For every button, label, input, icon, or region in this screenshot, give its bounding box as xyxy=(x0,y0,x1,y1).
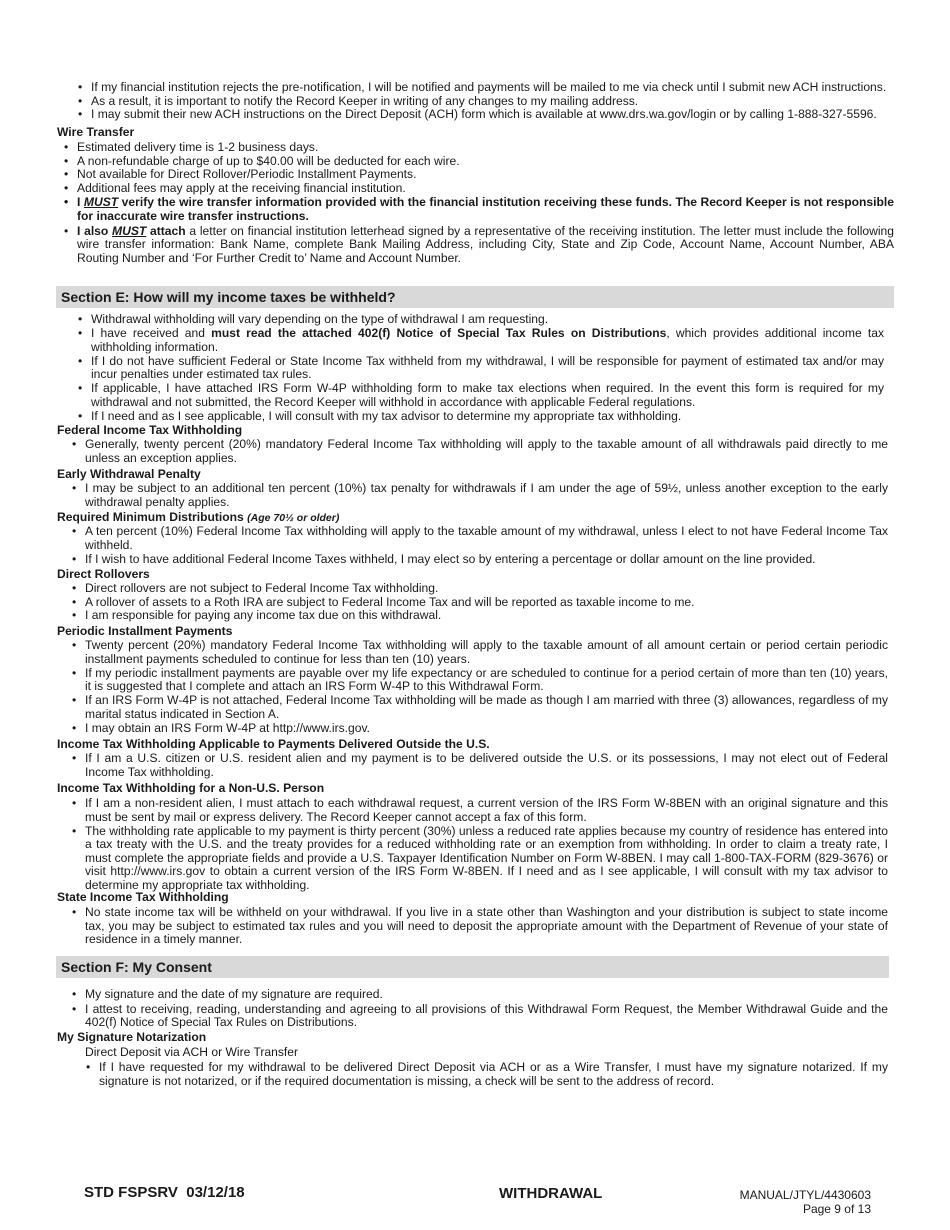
ach-bullet-3: • I may submit their new ACH instructions on the Direct Deposit (ACH) form which is available at www.drs.wa.gov/login or by calling 1-888-327-5596. xyxy=(91,108,894,122)
section-f-list xyxy=(85,988,888,1030)
wire-attach-bullet xyxy=(77,225,894,266)
section-e-bullet-2 xyxy=(91,327,884,354)
periodic-bullet-4: • I may obtain an IRS Form W-4P at http://www.irs.gov. xyxy=(85,722,888,736)
periodic-bullet-2: • If my periodic installment payments are payable over my life expectancy or are scheduled to continue for a period certain of more than ten (10) years, it is suggested that I complete and attach an IRS Form W-4P to this Withdrawal Form. xyxy=(85,667,888,694)
wire-verify-bullet xyxy=(77,196,894,223)
footer-form-id: STD FSPSRV 03/12/18 xyxy=(84,1184,245,1201)
section-e-bullet-3: • If I do not have sufficient Federal or State Income Tax withheld from my withdrawal, I will be responsible for payment of estimated tax and/or may incur penalties under estimated tax rules. xyxy=(91,355,884,382)
direct-rollovers-list xyxy=(85,582,888,623)
rmd-heading-text: Required Minimum Distributions xyxy=(57,510,244,524)
non-us-bullet-1: • If I am a non-resident alien, I must attach to each withdrawal request, a current version of the IRS Form W-8BEN with an original signature and this must be sent by mail or express delivery. The Record Keeper cannot accept a fax of this form. xyxy=(85,797,888,824)
rmd-age-note: (Age 70½ or older) xyxy=(247,512,340,524)
section-e-bullet-1: • Withdrawal withholding will vary depending on the type of withdrawal I am requesting. xyxy=(91,313,884,327)
wire-attach-i-also: I also xyxy=(77,223,113,238)
early-withdrawal-heading: Early Withdrawal Penalty xyxy=(57,467,201,481)
direct-rollovers-bullet-1: • Direct rollovers are not subject to Federal Income Tax withholding. xyxy=(85,582,888,596)
outside-us-list xyxy=(85,752,888,779)
early-withdrawal-bullet-1: • I may be subject to an additional ten percent (10%) tax penalty for withdrawals if I am under the age of 59½, unless another exception to the early withdrawal penalty applies. xyxy=(85,482,888,509)
early-withdrawal-list xyxy=(85,482,888,509)
ach-bullet-2: • As a result, it is important to notify the Record Keeper in writing of any changes to my mailing address. xyxy=(91,95,894,109)
rmd-list xyxy=(85,525,888,566)
state-tax-bullet-1: • No state income tax will be withheld on your withdrawal. If you live in a state other than Washington and your distribution is subject to state income tax, you may be subject to estimated tax rules and you will need to deposit the appropriate amount with the Department of Revenue of your state of residence in a timely manner. xyxy=(85,906,888,947)
wire-bullet-list xyxy=(77,141,894,265)
notarization-bullet-1: • If I have requested for my withdrawal to be delivered Direct Deposit via ACH or as a Wire Transfer, I must have my signature notarized. If my signature is not notarized, or if the required documentation is missing, a check will be sent to the address of record. xyxy=(99,1061,888,1088)
federal-heading: Federal Income Tax Withholding xyxy=(57,423,243,437)
section-f-bullet-1: • My signature and the date of my signature are required. xyxy=(85,988,888,1002)
ach-bullet-1: • If my financial institution rejects the pre-notification, I will be notified and payments will be mailed to me via check until I submit new ACH instructions. xyxy=(91,81,894,95)
state-tax-heading: State Income Tax Withholding xyxy=(57,890,229,904)
notarization-list xyxy=(99,1061,888,1088)
footer-page-number: Page 9 of 13 xyxy=(802,1202,871,1216)
rmd-bullet-2: • If I wish to have additional Federal Income Taxes withheld, I may elect so by entering a percentage or dollar amount on the line provided. xyxy=(85,553,888,567)
wire-verify-must: MUST xyxy=(83,195,119,210)
non-us-bullet-2: • The withholding rate applicable to my payment is thirty percent (30%) unless a reduced rate applies because my country of residence has entered into a tax treaty with the U.S. and the treaty provides for a reduced withholding rate or an exemption from withholding. In order to claim a treaty rate, I must complete the appropriate fields and provide a U.S. Taxpayer Identification Number on Form W-8BEN. I may call 1-800-TAX-FORM (829-3676) or visit http://www.irs.gov to obtain a current version of the IRS Form W-8BEN. If I need and as I see applicable, I will consult with my tax advisor to determine my appropriate tax withholding. xyxy=(85,825,888,893)
wire-transfer-heading: Wire Transfer xyxy=(57,125,135,139)
wire-attach-must: MUST xyxy=(112,223,147,238)
section-f-bullet-2: • I attest to receiving, reading, understanding and agreeing to all provisions of this Withdrawal Form Request, the Member Withdrawal Guide and the 402(f) Notice of Special Tax Rules on Distributions. xyxy=(85,1003,888,1030)
periodic-bullet-3: • If an IRS Form W-4P is not attached, Federal Income Tax withholding will be made as though I am married with three (3) allowances, regardless of my marital status indicated in Section A. xyxy=(85,694,888,721)
notarization-subheading: Direct Deposit via ACH or Wire Transfer xyxy=(85,1045,299,1059)
rmd-bullet-1: • A ten percent (10%) Federal Income Tax withholding will apply to the taxable amount of my withdrawal, unless I elect to not have Federal Income Tax withheld. xyxy=(85,525,888,552)
outside-us-heading: Income Tax Withholding Applicable to Payments Delivered Outside the U.S. xyxy=(57,737,490,751)
wire-verify-i: I xyxy=(77,195,84,210)
section-e-header: Section E: How will my income taxes be withheld? xyxy=(56,286,894,308)
wire-bullet-3: • Not available for Direct Rollover/Periodic Installment Payments. xyxy=(77,168,894,182)
footer-title: WITHDRAWAL xyxy=(499,1185,603,1202)
wire-bullet-4: • Additional fees may apply at the receiving financial institution. xyxy=(77,182,894,196)
notarization-heading: My Signature Notarization xyxy=(57,1030,207,1044)
ach-bullet-list xyxy=(91,81,894,122)
outside-us-bullet-1: • If I am a U.S. citizen or U.S. resident alien and my payment is to be delivered outside the U.S. or its possessions, I may not elect out of Federal Income Tax withholding. xyxy=(85,752,888,779)
federal-list xyxy=(85,438,888,465)
section-e-bullet-4: • If applicable, I have attached IRS Form W-4P withholding form to make tax elections when required. In the event this form is required for my withdrawal and not submitted, the Record Keeper will withhold in accordance with applicable Federal regulations. xyxy=(91,382,884,409)
periodic-bullet-1: • Twenty percent (20%) mandatory Federal Income Tax withholding will apply to the taxable amount of all amount certain or period certain periodic installment payments scheduled to continue for less than ten (10) years. xyxy=(85,639,888,666)
wire-attach-rest: a letter on financial institution letterhead signed by a representative of the receiving institution. The letter must include the following wire transfer information: Bank Name, complete Bank Mailing Address, including City, State and Zip Code, Account Name, Account Number, ABA Routing Number and ‘For Further Credit to’ Name and Account Number. xyxy=(77,223,895,265)
non-us-heading: Income Tax Withholding for a Non-U.S. Person xyxy=(57,781,325,795)
direct-rollovers-bullet-2: • A rollover of assets to a Roth IRA are subject to Federal Income Tax and will be reported as taxable income to me. xyxy=(85,596,888,610)
state-tax-list xyxy=(85,906,888,947)
wire-attach-word: attach xyxy=(146,223,186,238)
wire-verify-rest: verify the wire transfer information provided with the financial institution receiving these funds. The Record Keeper is not responsible for inaccurate wire transfer instructions. xyxy=(77,195,894,223)
section-e-bullet-2-pre: I have received and xyxy=(91,326,212,341)
section-e-intro-list xyxy=(91,313,884,423)
section-e-bullet-5: • If I need and as I see applicable, I will consult with my tax advisor to determine my appropriate tax withholding. xyxy=(91,410,884,424)
direct-rollovers-heading: Direct Rollovers xyxy=(57,567,150,581)
section-e-bullet-2-bold: must read the attached 402(f) Notice of Special Tax Rules on Distributions xyxy=(211,326,667,341)
direct-rollovers-bullet-3: • I am responsible for paying any income tax due on this withdrawal. xyxy=(85,609,888,623)
wire-bullet-2: • A non-refundable charge of up to $40.00 will be deducted for each wire. xyxy=(77,155,894,169)
periodic-heading: Periodic Installment Payments xyxy=(57,624,233,638)
periodic-list xyxy=(85,639,888,736)
non-us-list xyxy=(85,797,888,893)
footer-manual-code: MANUAL/JTYL/4430603 xyxy=(739,1188,871,1202)
federal-bullet-1: • Generally, twenty percent (20%) mandatory Federal Income Tax withholding will apply to the taxable amount of all withdrawals paid directly to me unless an exception applies. xyxy=(85,438,888,465)
section-e-bullet-2-post: , which provides additional income tax withholding information. xyxy=(91,326,884,354)
section-f-header: Section F: My Consent xyxy=(56,956,889,978)
wire-bullet-1: • Estimated delivery time is 1-2 business days. xyxy=(77,141,894,155)
